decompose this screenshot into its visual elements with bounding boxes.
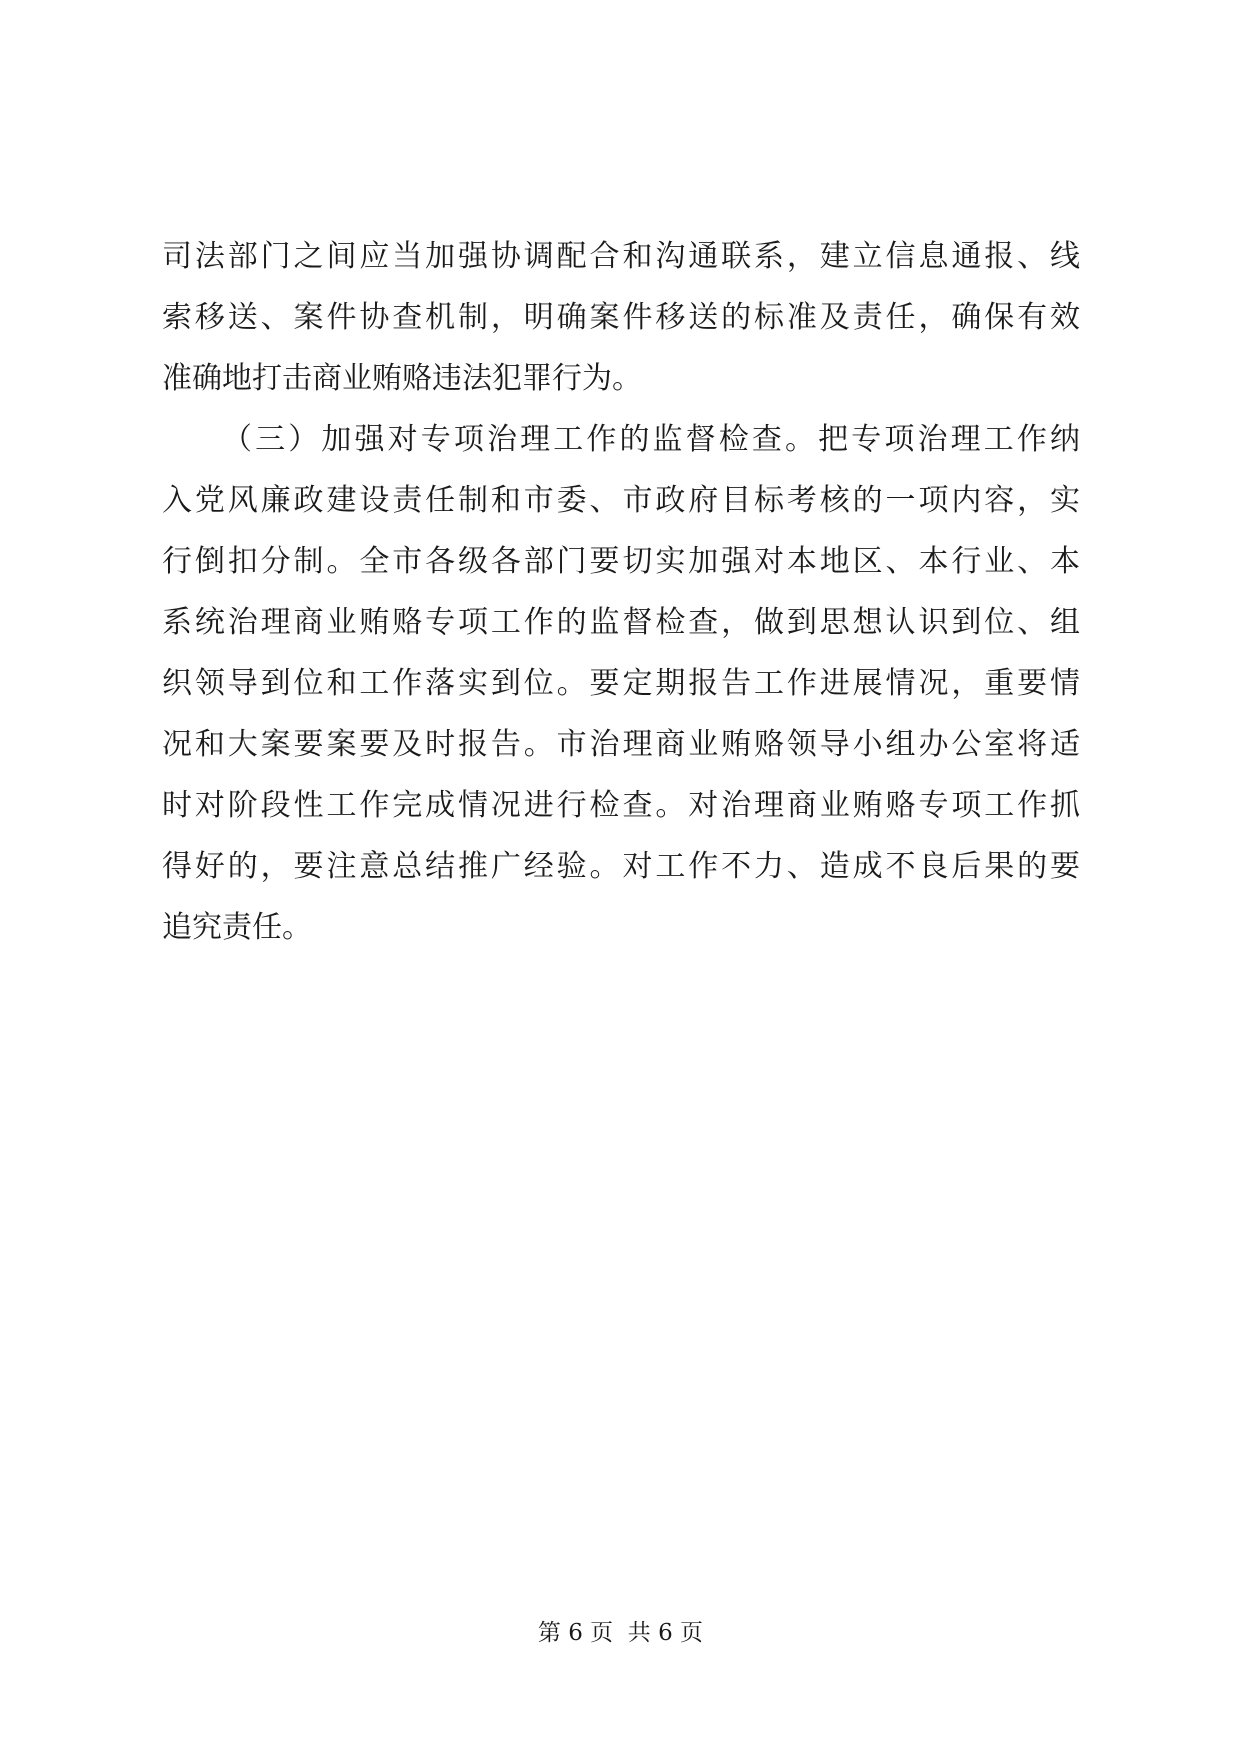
paragraph-line: 得好的，要注意总结推广经验。对工作不力、造成不良后果的要 [162, 849, 1080, 884]
paragraph-line: 追究责任。 [162, 910, 312, 945]
paragraph-line: 入党风廉政建设责任制和市委、市政府目标考核的一项内容，实 [162, 483, 1080, 518]
paragraph-line: 司法部门之间应当加强协调配合和沟通联系，建立信息通报、线 [162, 239, 1080, 274]
paragraph-1 [162, 226, 1080, 409]
paragraph-line: 索移送、案件协查机制，明确案件移送的标准及责任，确保有效 [162, 300, 1080, 335]
document-body [162, 226, 1080, 958]
paragraph-line: 系统治理商业贿赂专项工作的监督检查，做到思想认识到位、组 [162, 605, 1080, 640]
paragraph-line: 行倒扣分制。全市各级各部门要切实加强对本地区、本行业、本 [162, 544, 1080, 579]
paragraph-2 [162, 409, 1080, 958]
paragraph-line: 时对阶段性工作完成情况进行检查。对治理商业贿赂专项工作抓 [162, 788, 1080, 823]
paragraph-line: 织领导到位和工作落实到位。要定期报告工作进展情况，重要情 [162, 666, 1080, 701]
paragraph-line: 况和大案要案要及时报告。市治理商业贿赂领导小组办公室将适 [162, 727, 1080, 762]
page-number-footer: 第 6 页 共 6 页 [537, 1620, 704, 1646]
paragraph-line: 准确地打击商业贿赂违法犯罪行为。 [162, 361, 642, 396]
paragraph-line: （三）加强对专项治理工作的监督检查。把专项治理工作纳 [222, 422, 1080, 457]
